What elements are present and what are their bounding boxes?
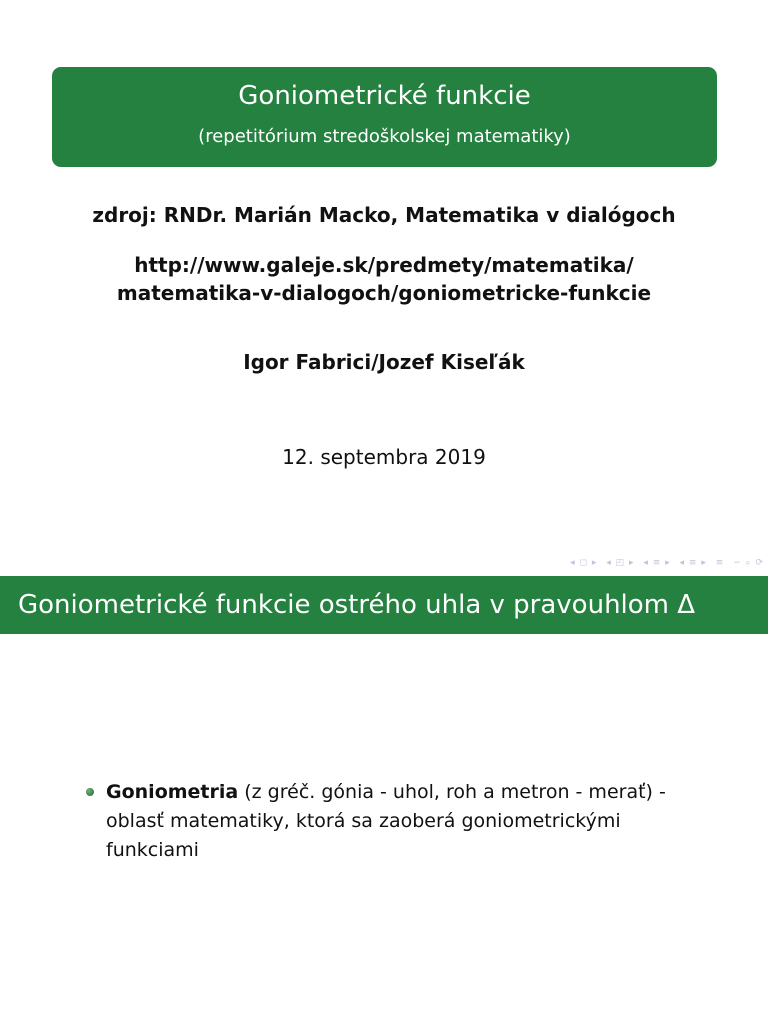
subsection-nav-icon[interactable]: ◂ ◰ ▸ [606,558,635,568]
content-slide [0,576,768,1024]
bullet-text [106,778,692,865]
title-block [52,67,717,167]
source-line: zdroj: RNDr. Marián Macko, Matematika v dialógoch [92,203,676,227]
bullet-description: (z gréč. gónia - uhol, roh a metron - merať) - oblasť matematiky, ktorá sa zaoberá goniometrickými funkciami [106,781,666,861]
bullet-term: Goniometria [106,781,239,803]
frame-header [0,576,768,634]
source-url-line-2[interactable]: matematika-v-dialogoch/goniometricke-funkcie [116,281,652,305]
frame-title: Goniometrické funkcie ostrého uhla v pravouhlom Δ [18,590,696,620]
bullet-icon [86,788,94,796]
presentation-title: Goniometrické funkcie [238,81,531,111]
list-item [82,778,692,865]
search-nav-icon[interactable]: ∽ ⌕ ⟳ [733,558,764,568]
section-nav-icon[interactable]: ◂ ≡ ▸ [643,558,671,568]
frame-nav-icon[interactable]: ◂ ◻ ▸ [570,558,598,568]
subsection-list-nav-icon[interactable]: ◂ ≡ ▸ [679,558,707,568]
presentation-subtitle: (repetitórium stredoškolskej matematiky) [198,126,571,147]
source-url-line-1[interactable]: http://www.galeje.sk/predmety/matematika/ [134,253,634,277]
beamer-navigation-bar [565,558,764,572]
presentation-date: 12. septembra 2019 [282,445,486,469]
authors: Igor Fabrici/Jozef Kiseľák [243,350,525,374]
toc-nav-icon[interactable]: ≡ [715,558,725,568]
